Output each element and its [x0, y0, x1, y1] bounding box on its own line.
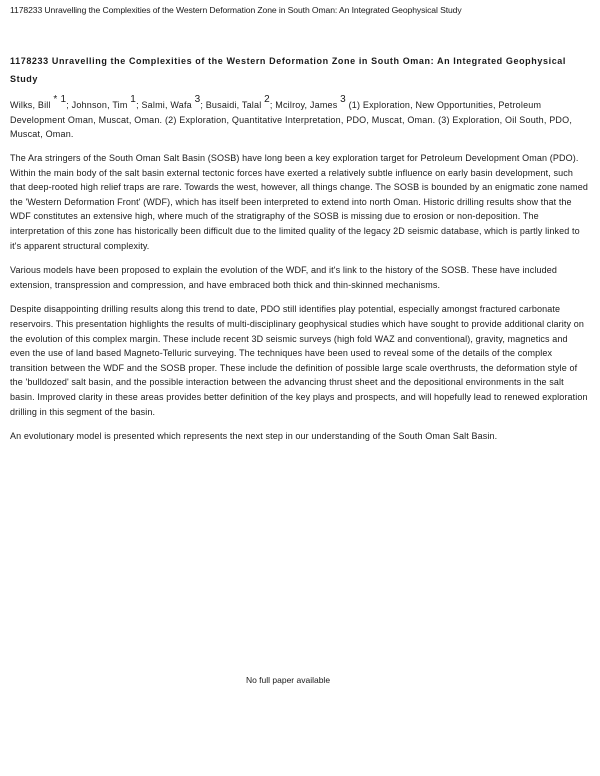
author-affiliation-mark: 1: [130, 94, 137, 105]
author-name: Johnson, Tim: [71, 100, 128, 110]
author-affiliation-mark: 2: [264, 94, 270, 105]
abstract-paragraph: Despite disappointing drilling results along this trend to date, PDO still identifies play potential, especially amongst fractured carbonate reservoirs. This presentation highlights the results of multi-disciplinary geophysical studies which have sought to provide additional clarity on the evolution of this complex margin. These include recent 3D seismic surveys (high fold WAZ and conventional), gravity, magnetics and even the use of land based Magneto-Telluric surveying. The techniques have been used to reveal some of the details of the complex transition between the WDF and the SOSB proper. These include the definition of possible large scale overthrusts, the deformation style of the 'bulldozed' salt basin, and the possible interaction between the advancing thrust sheet and the depositional environments in the salt basin. Improved clarity in these areas provides better definition of the key plays and prospects, and will hopefully lead to renewed exploration drilling in this segment of the basin.: [10, 304, 588, 417]
author-affiliation-mark: 3: [194, 94, 201, 105]
author-name: Mcilroy, James: [275, 100, 338, 110]
abstract-paragraph: The Ara stringers of the South Oman Salt Basin (SOSB) have long been a key exploration target for Petroleum Development Oman (PDO). Within the main body of the salt basin external tectonic forces have exerted a relatively subtle influence on early basin development, such that deep-rooted high relief traps are rare. Towards the west, however, all things change. The SOSB is bounded by an enigmatic zone named the 'Western Deformation Front' (WDF), which has itself been interpreted to extend into north Oman. Historic drilling results show that the WDF constitutes an extensive high, where much of the stratigraphy of the SOSB is missing due to erosion or non-deposition. The interpretation of this zone has historically been difficult due to the limited quality of the legacy 2D seismic database, which is partly linked to it's apparent structural complexity.: [10, 153, 588, 251]
author-name: Wilks, Bill: [10, 100, 51, 110]
author-name: Busaidi, Talal: [205, 100, 262, 110]
affiliations: (1) Exploration, New Opportunities, Petroleum Development Oman, Muscat, Oman. (2) Exploration, Quantitative Interpretation, PDO, Muscat, Oman. (3) Exploration, Oil South, PDO, Muscat, Oman.: [10, 100, 573, 139]
abstract-paragraph: An evolutionary model is presented which represents the next step in our understanding of the South Oman Salt Basin.: [10, 431, 498, 442]
author-separator: ;: [66, 100, 72, 110]
author-block: [10, 94, 590, 142]
paper-title: 1178233 Unravelling the Complexities of the Western Deformation Zone in South Oman: An Integrated Geophysical Study: [10, 56, 567, 84]
author-separator: ;: [200, 100, 206, 110]
abstract-paragraph: Various models have been proposed to explain the evolution of the WDF, and it's link to the history of the SOSB. These have included extension, transpression and compression, and have embraced both thick and thin-skinned mechanisms.: [10, 265, 558, 290]
author-separator: ;: [136, 100, 142, 110]
author-name: Salmi, Wafa: [141, 100, 192, 110]
abstract-body: [10, 151, 590, 454]
author-affiliation-mark: * 1: [53, 94, 67, 105]
no-full-paper-note: No full paper available: [245, 675, 331, 685]
author-affiliation-mark: 3: [340, 94, 346, 105]
running-header: 1178233 Unravelling the Complexities of the Western Deformation Zone in South Oman: An Integrated Geophysical Study: [10, 5, 462, 15]
author-separator: ;: [269, 100, 276, 110]
